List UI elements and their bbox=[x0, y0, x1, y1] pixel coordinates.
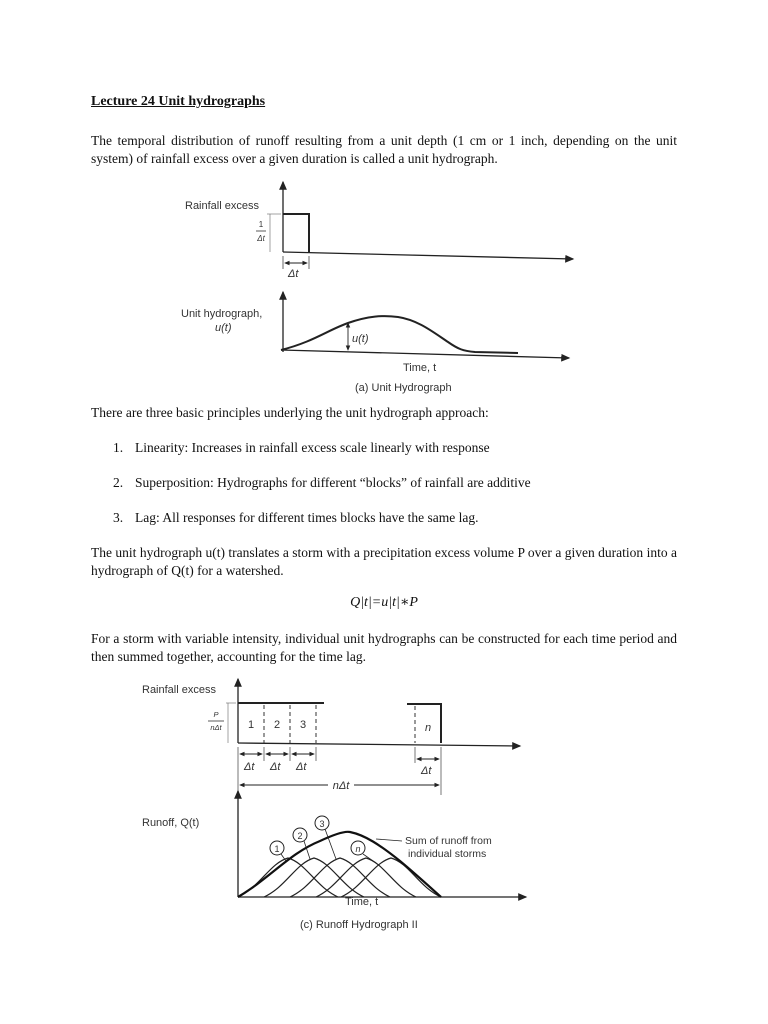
ndt-label: nΔt bbox=[332, 780, 350, 792]
block-label-1: 1 bbox=[247, 719, 255, 731]
dt-label: Δt bbox=[296, 761, 307, 773]
rainfall-label: Rainfall excess bbox=[142, 684, 216, 696]
dt-label: Δt bbox=[244, 761, 255, 773]
unit-hydrograph-paragraph: The unit hydrograph u(t) translates a storm with a precipitation excess volume P over a given duration into a hydrograph of Q(t) for a watershed. bbox=[91, 545, 677, 578]
circle-label-1: 1 bbox=[274, 844, 280, 854]
list-text: Lag: All responses for different times blocks have the same lag. bbox=[135, 510, 479, 525]
rainfall-label: Rainfall excess bbox=[185, 200, 259, 212]
variable-intensity-paragraph: For a storm with variable intensity, individual unit hydrographs can be constructed for each time period and then summed together, accounting for the time lag. bbox=[91, 631, 677, 664]
fraction-denominator: Δt bbox=[257, 234, 265, 243]
dt-label: Δt bbox=[270, 761, 281, 773]
sum-label-line2: individual storms bbox=[408, 848, 487, 860]
unit-hydrograph-label: Unit hydrograph, bbox=[181, 308, 263, 320]
block-label-2: 2 bbox=[273, 719, 281, 731]
list-number: 2. bbox=[113, 475, 124, 490]
block-label-n: n bbox=[424, 722, 432, 734]
rainfall-x-axis bbox=[283, 252, 573, 259]
peak-label: u(t) bbox=[352, 333, 369, 345]
list-item bbox=[113, 439, 490, 457]
principles-intro: There are three basic principles underlying the unit hydrograph approach: bbox=[91, 405, 489, 420]
figure1-caption: (a) Unit Hydrograph bbox=[355, 382, 452, 394]
circle-label-n: n bbox=[355, 844, 361, 854]
fraction-denominator: nΔt bbox=[210, 723, 222, 732]
runoff-hydrograph-figure bbox=[140, 673, 530, 935]
list-number: 3. bbox=[113, 510, 124, 525]
rainfall-x-axis bbox=[238, 743, 520, 746]
time-axis-label: Time, t bbox=[345, 896, 379, 908]
page-title: Lecture 24 Unit hydrographs bbox=[91, 94, 266, 109]
list-text: Linearity: Increases in rainfall excess scale linearly with response bbox=[135, 440, 490, 455]
fraction-numerator: 1 bbox=[258, 220, 264, 229]
hydrograph-x-axis bbox=[281, 350, 569, 358]
time-axis-label: Time, t bbox=[403, 362, 437, 374]
list-number: 1. bbox=[113, 440, 124, 455]
unit-hydrograph-symbol: u(t) bbox=[215, 322, 232, 334]
list-text: Superposition: Hydrographs for different “blocks” of rainfall are additive bbox=[135, 475, 531, 490]
sum-label-line1: Sum of runoff from bbox=[405, 835, 492, 847]
rainfall-block bbox=[283, 214, 309, 253]
figure2-caption: (c) Runoff Hydrograph II bbox=[300, 919, 418, 931]
circle-label-2: 2 bbox=[297, 831, 303, 841]
intro-paragraph: The temporal distribution of runoff resulting from a unit depth (1 cm or 1 inch, depending on the unit system) of rainfall excess over a given duration is called a unit hydrograph. bbox=[91, 133, 677, 166]
unit-hydrograph-curve bbox=[281, 316, 518, 353]
fraction-numerator: P bbox=[213, 710, 219, 719]
list-item bbox=[113, 474, 531, 492]
dt-label-last: Δt bbox=[421, 765, 432, 777]
dt-label: Δt bbox=[288, 268, 299, 280]
list-item bbox=[113, 509, 479, 527]
unit-hydrograph-figure bbox=[163, 172, 587, 400]
equation: Q|t|=u|t|∗P bbox=[350, 595, 418, 610]
circle-label-3: 3 bbox=[319, 819, 325, 829]
runoff-label: Runoff, Q(t) bbox=[142, 817, 200, 829]
block-label-3: 3 bbox=[299, 719, 307, 731]
